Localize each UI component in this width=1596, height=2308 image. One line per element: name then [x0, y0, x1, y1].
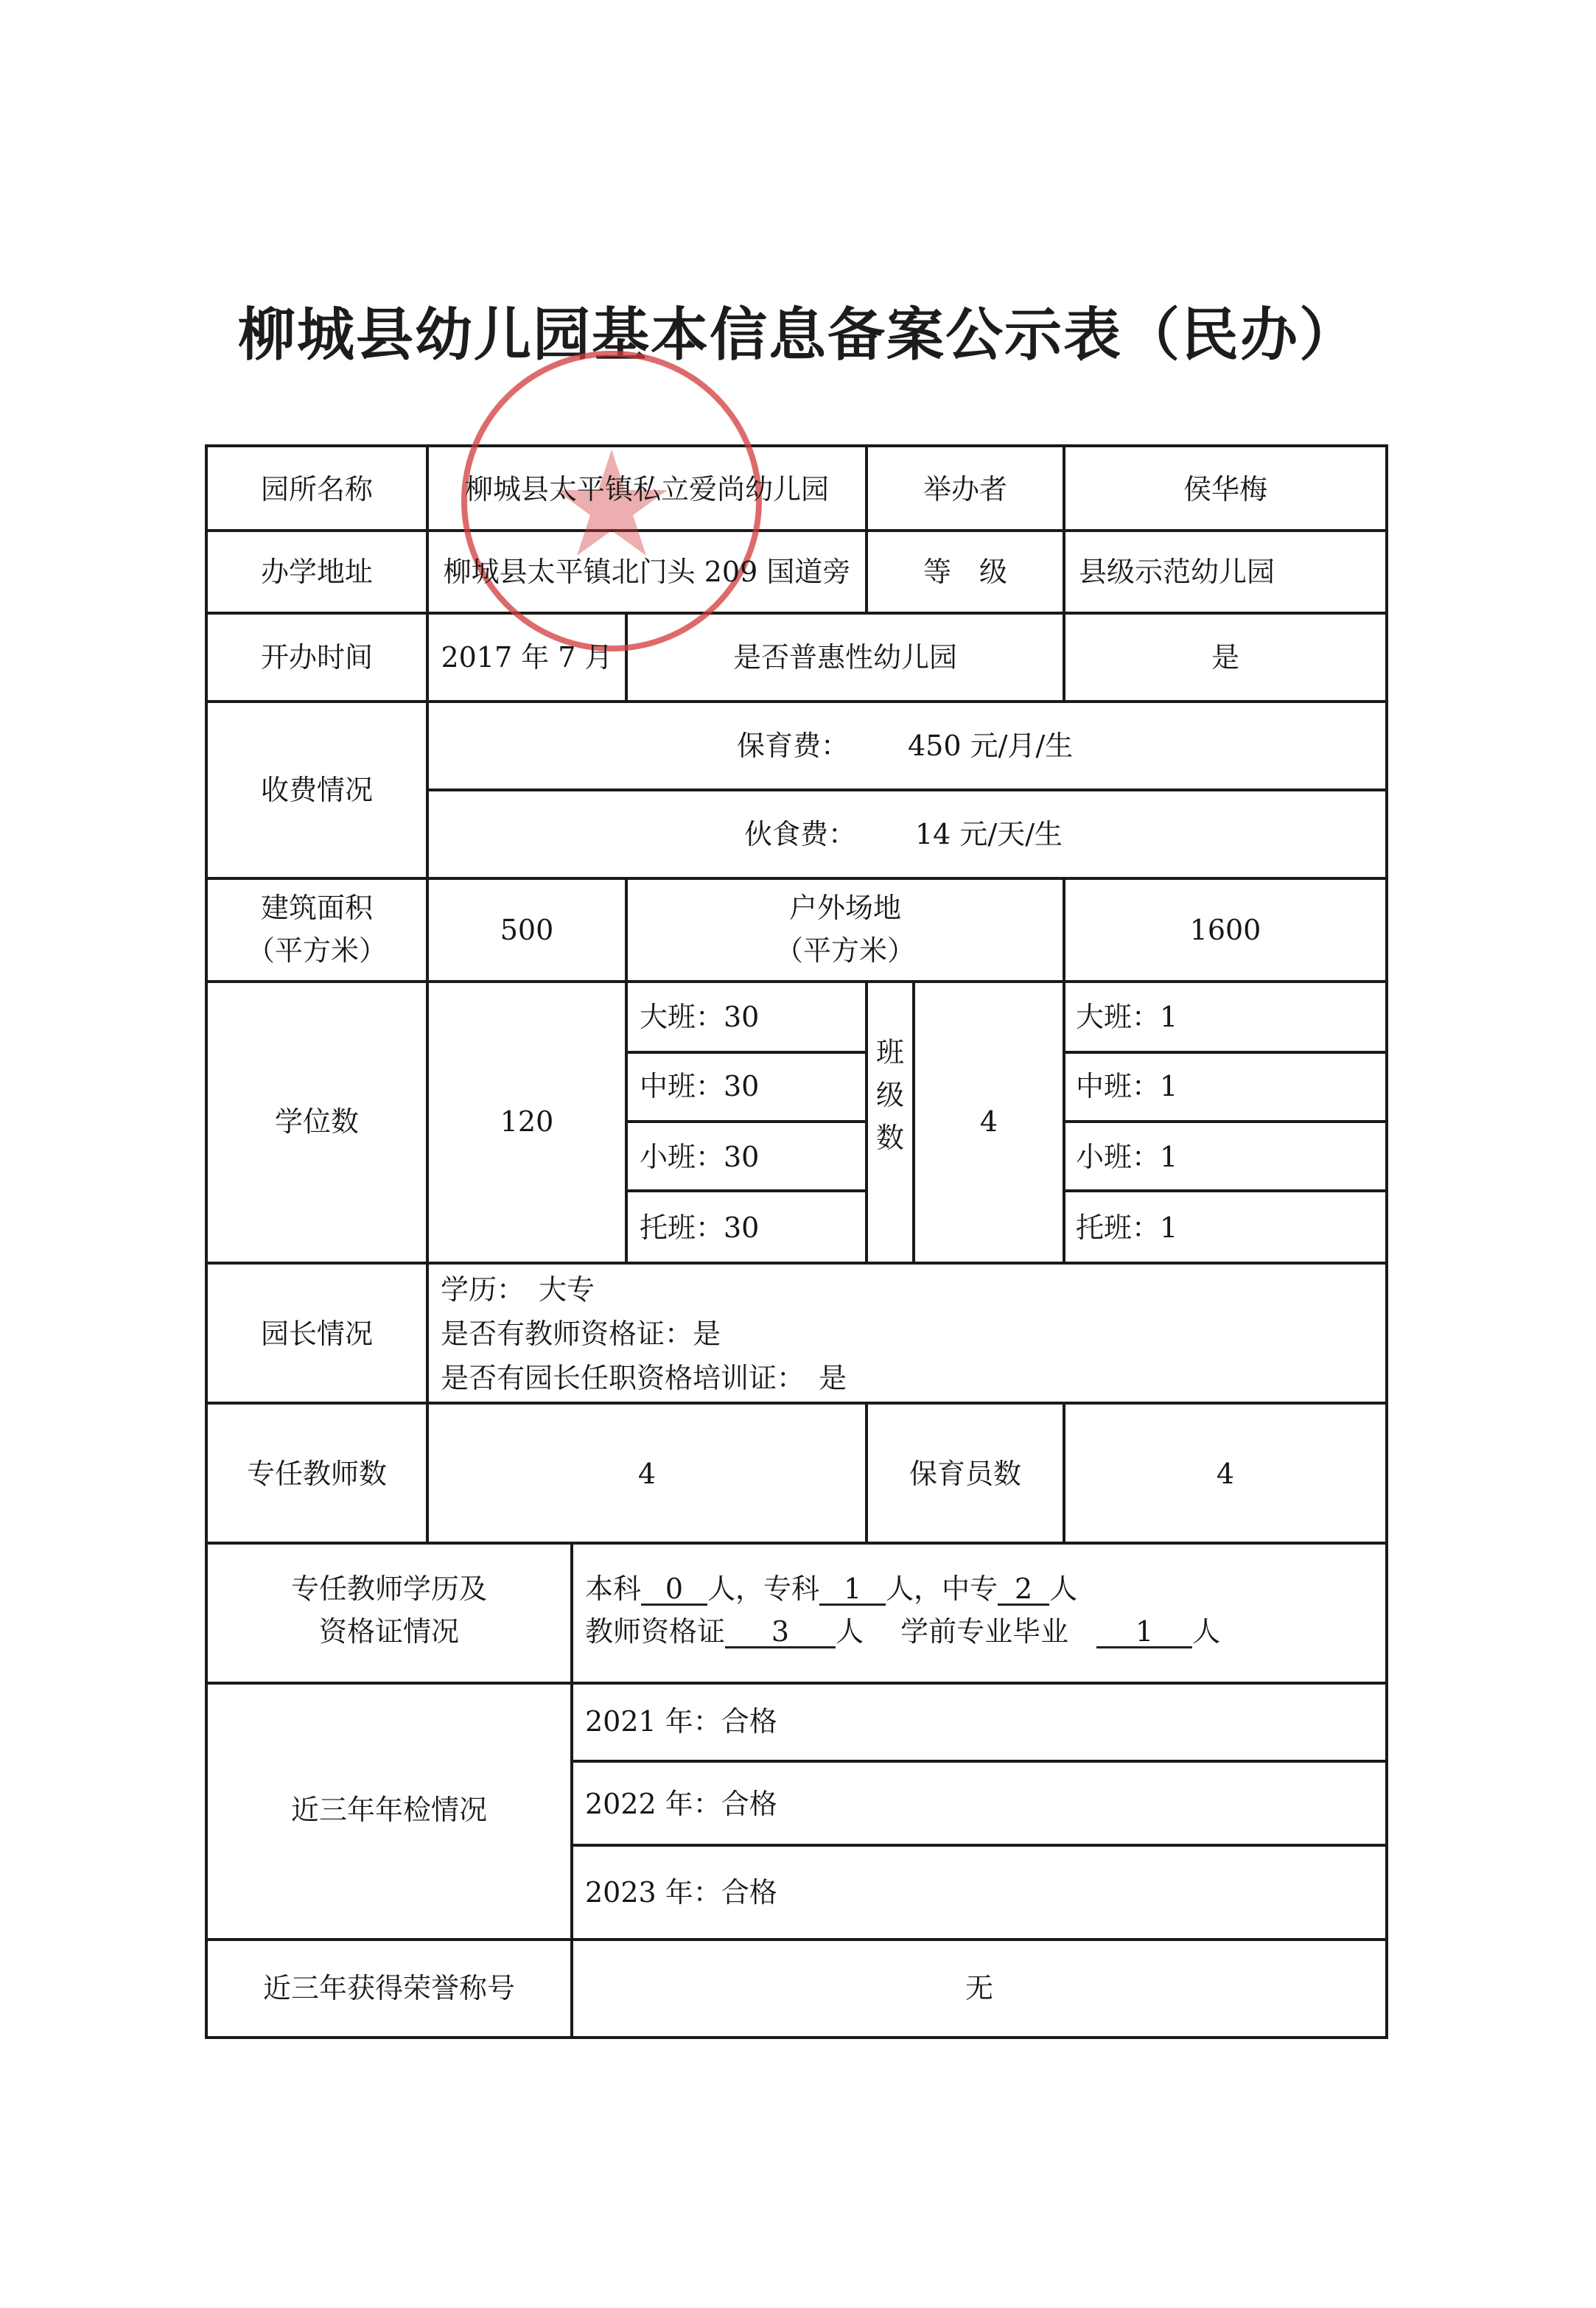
label-inclusive: 是否普惠性幼儿园 [732, 641, 957, 674]
teachers-count: 4 [637, 1458, 657, 1490]
class-count: 4 [979, 1105, 998, 1138]
seats-senior: 大班：30 [640, 1001, 760, 1033]
classes-middle: 中班：1 [1076, 1070, 1178, 1102]
director-teacher-cert: 是否有教师资格证：是 [441, 1318, 721, 1350]
label-grade: 等 级 [923, 556, 1007, 588]
label-teacher-education: 专任教师学历及 [290, 1573, 487, 1605]
label-start-date: 开办时间 [260, 641, 373, 674]
seats-nursery: 托班：30 [640, 1211, 760, 1244]
teacher-education-line-2 [585, 1614, 1220, 1649]
inspection-2023: 2023 年：合格 [585, 1876, 777, 1909]
care-fee: 450 元/月/生 [908, 730, 1074, 762]
organizer: 侯华梅 [1183, 473, 1267, 506]
label-outdoor-area-unit: （平方米） [774, 934, 915, 967]
label-organizer: 举办者 [923, 473, 1007, 506]
label-preschool: 人 学前专业毕业 [836, 1615, 1069, 1648]
teacher-education-line-1 [585, 1571, 1077, 1606]
label-person: 人 [1049, 1573, 1078, 1605]
bachelor-count: 0 [641, 1574, 707, 1606]
teacher-cert-count: 3 [725, 1617, 836, 1648]
label-inspections: 近三年年检情况 [290, 1794, 487, 1826]
classes-junior: 小班：1 [1076, 1141, 1178, 1173]
classes-nursery: 托班：1 [1076, 1211, 1178, 1244]
preschool-count: 1 [1096, 1617, 1192, 1648]
director-training-cert: 是否有园长任职资格培训证： 是 [441, 1362, 847, 1394]
label-director: 园长情况 [260, 1318, 373, 1350]
label-honors: 近三年获得荣誉称号 [262, 1972, 515, 2004]
secondary-count: 2 [998, 1574, 1049, 1606]
inclusive: 是 [1211, 641, 1239, 674]
address: 柳城县太平镇北门头 209 国道旁 [443, 556, 851, 588]
label-teacher-education-2: 资格证情况 [318, 1615, 459, 1648]
label-outdoor-area: 户外场地 [788, 892, 901, 924]
label-meal-fee: 伙食费： [744, 818, 857, 850]
label-secondary: 人，中专 [886, 1573, 998, 1605]
label-caregivers: 保育员数 [909, 1458, 1021, 1490]
label-building-area-unit: （平方米） [246, 934, 387, 967]
outdoor-area: 1600 [1189, 914, 1261, 946]
seats-total: 120 [500, 1105, 554, 1138]
inspection-2022: 2022 年：合格 [585, 1788, 777, 1820]
label-building-area: 建筑面积 [260, 892, 373, 924]
label-person-2: 人 [1192, 1615, 1221, 1648]
label-kindergarten-name: 园所名称 [260, 473, 373, 506]
label-seats: 学位数 [274, 1105, 359, 1138]
label-college: 人，专科 [707, 1573, 820, 1605]
label-class-count-1: 班 [875, 1036, 904, 1069]
inspection-2021: 2021 年：合格 [585, 1705, 777, 1738]
kindergarten-name: 柳城县太平镇私立爱尚幼儿园 [464, 473, 829, 506]
label-fees: 收费情况 [260, 774, 373, 806]
label-address: 办学地址 [260, 556, 373, 588]
building-area: 500 [500, 914, 554, 946]
label-teacher-cert: 教师资格证 [585, 1615, 726, 1648]
label-class-count-3: 数 [875, 1122, 904, 1154]
meal-fee: 14 元/天/生 [915, 818, 1063, 850]
honors: 无 [965, 1972, 993, 2004]
label-class-count-2: 级 [875, 1079, 904, 1111]
seats-middle: 中班：30 [640, 1070, 760, 1102]
start-date: 2017 年 7 月 [441, 641, 613, 674]
seats-junior: 小班：30 [640, 1141, 760, 1173]
label-bachelor: 本科 [585, 1573, 642, 1605]
college-count: 1 [819, 1574, 886, 1606]
director-education: 学历： 大专 [441, 1273, 595, 1306]
page-title: 柳城县幼儿园基本信息备案公示表（民办） [237, 302, 1358, 368]
grade: 县级示范幼儿园 [1079, 556, 1275, 588]
caregivers-count: 4 [1216, 1458, 1235, 1490]
classes-senior: 大班：1 [1076, 1001, 1178, 1033]
label-teachers: 专任教师数 [246, 1458, 387, 1490]
label-care-fee: 保育费： [737, 730, 850, 762]
